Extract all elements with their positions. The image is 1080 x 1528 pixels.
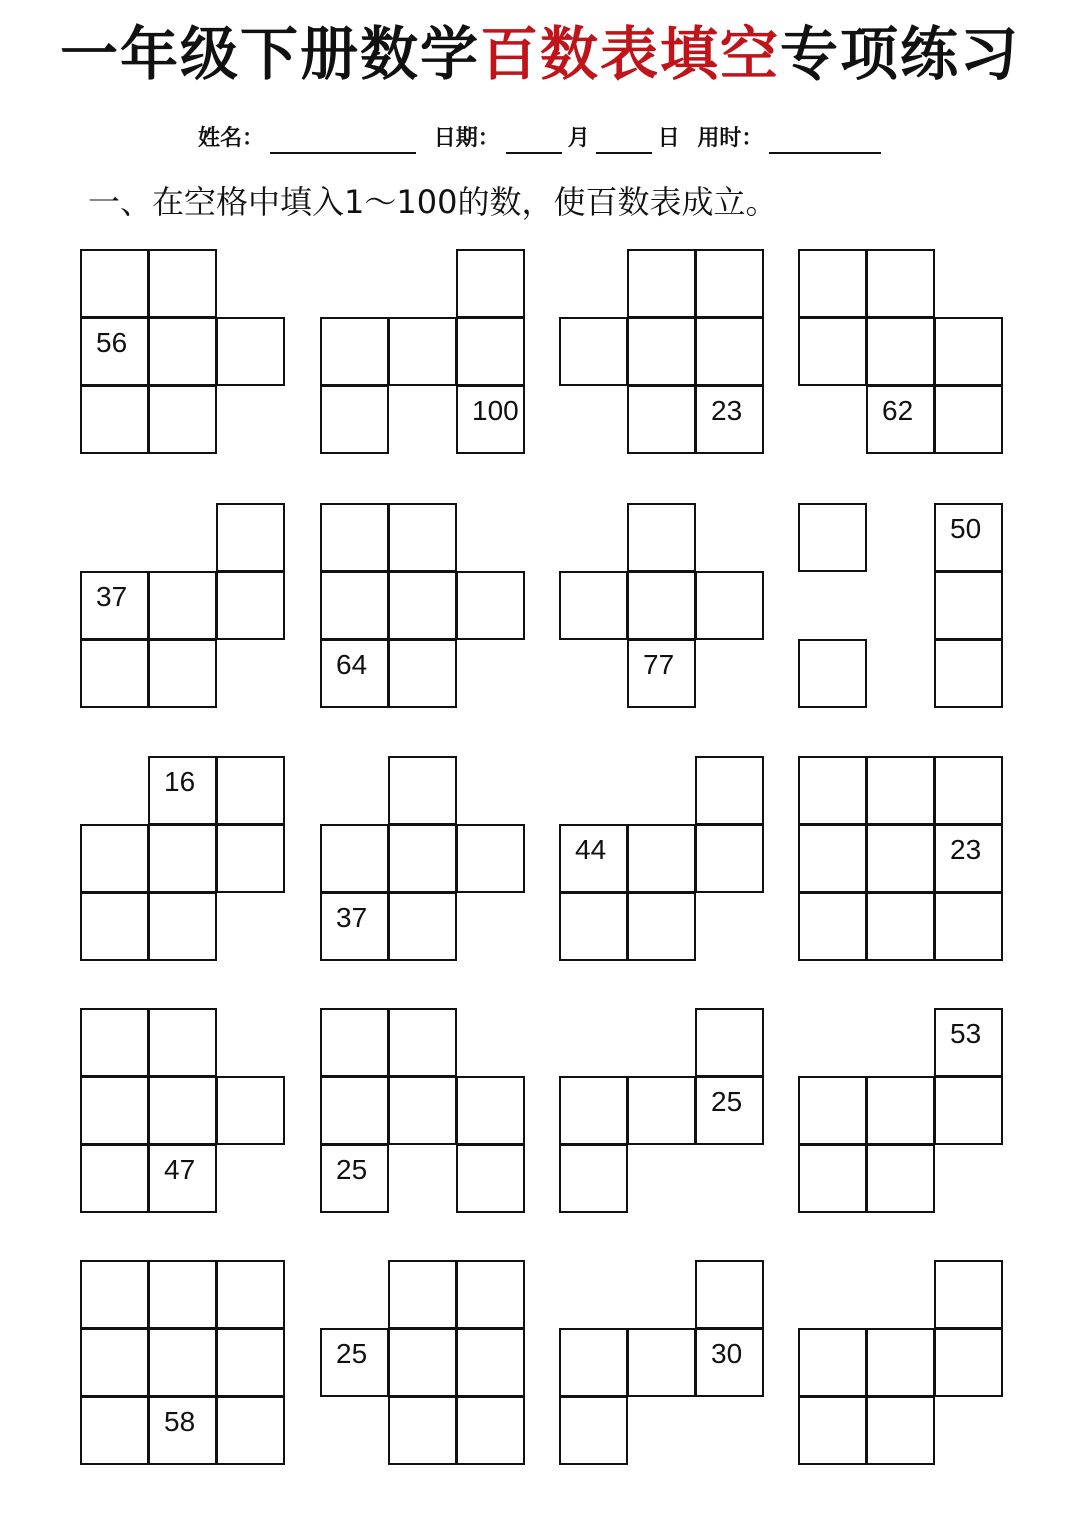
blank-cell[interactable] [934,317,1003,386]
given-number-cell [934,824,1003,893]
blank-cell[interactable] [798,317,867,386]
blank-cell[interactable] [320,1008,389,1077]
blank-cell[interactable] [456,1328,525,1397]
cell-number: 53 [950,1018,982,1049]
cell-number: 77 [643,649,675,680]
blank-cell[interactable] [148,385,217,454]
blank-cell[interactable] [216,571,285,640]
blank-cell[interactable] [148,824,217,893]
blank-cell[interactable] [866,824,935,893]
blank-cell[interactable] [559,1144,628,1213]
blank-cell[interactable] [798,639,867,708]
blank-cell[interactable] [866,1076,935,1145]
blank-cell[interactable] [320,317,389,386]
blank-cell[interactable] [627,317,696,386]
blank-cell[interactable] [627,249,696,318]
cell-number: 25 [336,1154,368,1185]
blank-cell[interactable] [627,385,696,454]
given-number-cell [934,1008,1003,1077]
blank-cell[interactable] [456,571,525,640]
blank-cell[interactable] [388,1008,457,1077]
blank-cell[interactable] [216,317,285,386]
blank-cell[interactable] [456,1396,525,1465]
blank-cell[interactable] [388,756,457,825]
cell-number: 44 [575,834,607,865]
blank-cell[interactable] [934,385,1003,454]
cell-number: 47 [164,1154,196,1185]
given-number-cell [80,317,149,386]
blank-cell[interactable] [148,317,217,386]
blank-cell[interactable] [866,317,935,386]
blank-cell[interactable] [320,503,389,572]
blank-cell[interactable] [456,317,525,386]
blank-cell[interactable] [216,824,285,893]
cell-number: 25 [336,1338,368,1369]
given-number-cell [148,1396,217,1465]
blank-cell[interactable] [798,249,867,318]
blank-cell[interactable] [216,756,285,825]
blank-cell[interactable] [148,1076,217,1145]
blank-cell[interactable] [866,1144,935,1213]
cell-number: 56 [96,327,128,358]
cell-number: 58 [164,1406,196,1437]
blank-cell[interactable] [456,1076,525,1145]
page-title [0,18,1080,90]
given-number-cell [320,892,389,961]
given-number-cell [934,503,1003,572]
blank-cell[interactable] [320,571,389,640]
blank-cell[interactable] [934,1076,1003,1145]
blank-cell[interactable] [934,1260,1003,1329]
title-part-3: 专项练习 [780,20,1021,88]
given-number-cell [695,1328,764,1397]
blank-cell[interactable] [798,1396,867,1465]
blank-cell[interactable] [80,1328,149,1397]
blank-cell[interactable] [627,824,696,893]
blank-cell[interactable] [798,1076,867,1145]
blank-cell[interactable] [798,1328,867,1397]
blank-cell[interactable] [148,1260,217,1329]
blank-cell[interactable] [148,892,217,961]
blank-cell[interactable] [388,1328,457,1397]
blank-cell[interactable] [866,249,935,318]
time-label: 用时： [697,126,764,151]
blank-cell[interactable] [627,892,696,961]
given-number-cell [456,385,525,454]
blank-cell[interactable] [388,1396,457,1465]
blank-cell[interactable] [695,317,764,386]
given-number-cell [320,1144,389,1213]
title-part-1: 一年级下册数学 [59,20,480,88]
blank-cell[interactable] [216,1396,285,1465]
blank-cell[interactable] [934,571,1003,640]
cell-number: 37 [96,581,128,612]
given-number-cell [559,824,628,893]
cell-number: 23 [711,395,743,426]
cell-number: 37 [336,902,368,933]
blank-cell[interactable] [388,317,457,386]
blank-cell[interactable] [80,1260,149,1329]
given-number-cell [320,639,389,708]
blank-cell[interactable] [216,1076,285,1145]
given-number-cell [320,1328,389,1397]
blank-cell[interactable] [80,1008,149,1077]
blank-cell[interactable] [80,1076,149,1145]
cell-number: 62 [882,395,914,426]
blank-cell[interactable] [320,1076,389,1145]
blank-cell[interactable] [388,639,457,708]
day-blank[interactable] [596,130,652,154]
blank-cell[interactable] [866,1328,935,1397]
blank-cell[interactable] [934,1328,1003,1397]
blank-cell[interactable] [388,503,457,572]
blank-cell[interactable] [456,1260,525,1329]
given-number-cell [627,639,696,708]
blank-cell[interactable] [388,824,457,893]
blank-cell[interactable] [695,571,764,640]
blank-cell[interactable] [627,1328,696,1397]
cell-number: 50 [950,513,982,544]
blank-cell[interactable] [456,249,525,318]
month-blank[interactable] [506,130,562,154]
name-blank[interactable] [270,130,416,154]
blank-cell[interactable] [320,385,389,454]
blank-cell[interactable] [866,1396,935,1465]
blank-cell[interactable] [80,639,149,708]
blank-cell[interactable] [216,503,285,572]
blank-cell[interactable] [559,1396,628,1465]
title-part-2-highlight: 百数表填空 [479,20,780,88]
blank-cell[interactable] [148,1328,217,1397]
day-label: 日 [657,126,680,151]
name-label: 姓名： [198,126,265,151]
blank-cell[interactable] [695,824,764,893]
blank-cell[interactable] [216,1328,285,1397]
blank-cell[interactable] [559,1076,628,1145]
given-number-cell [80,571,149,640]
blank-cell[interactable] [559,892,628,961]
cell-number: 25 [711,1086,743,1117]
month-label: 月 [567,126,590,151]
blank-cell[interactable] [934,892,1003,961]
blank-cell[interactable] [559,571,628,640]
blank-cell[interactable] [148,249,217,318]
blank-cell[interactable] [559,1328,628,1397]
student-info-row [198,124,887,154]
given-number-cell [695,385,764,454]
blank-cell[interactable] [148,1008,217,1077]
blank-cell[interactable] [559,317,628,386]
blank-cell[interactable] [388,1260,457,1329]
blank-cell[interactable] [216,1260,285,1329]
blank-cell[interactable] [627,571,696,640]
cell-number: 100 [472,395,519,426]
cell-number: 64 [336,649,368,680]
cell-number: 16 [164,766,196,797]
blank-cell[interactable] [148,571,217,640]
blank-cell[interactable] [934,639,1003,708]
blank-cell[interactable] [695,1008,764,1077]
blank-cell[interactable] [798,824,867,893]
blank-cell[interactable] [695,1260,764,1329]
given-number-cell [695,1076,764,1145]
blank-cell[interactable] [866,756,935,825]
blank-cell[interactable] [798,503,867,572]
given-number-cell [148,1144,217,1213]
instruction-text: 一、在空格中填入1～100的数，使百数表成立。 [88,183,778,221]
blank-cell[interactable] [320,824,389,893]
blank-cell[interactable] [798,1144,867,1213]
date-label: 日期： [433,126,500,151]
blank-cell[interactable] [627,1076,696,1145]
blank-cell[interactable] [456,824,525,893]
blank-cell[interactable] [798,756,867,825]
blank-cell[interactable] [627,503,696,572]
blank-cell[interactable] [695,756,764,825]
cell-number: 30 [711,1338,743,1369]
blank-cell[interactable] [798,892,867,961]
blank-cell[interactable] [456,1144,525,1213]
given-number-cell [148,756,217,825]
blank-cell[interactable] [148,639,217,708]
blank-cell[interactable] [695,249,764,318]
blank-cell[interactable] [80,1396,149,1465]
cell-number: 23 [950,834,982,865]
blank-cell[interactable] [388,1076,457,1145]
blank-cell[interactable] [388,571,457,640]
blank-cell[interactable] [934,756,1003,825]
blank-cell[interactable] [80,892,149,961]
blank-cell[interactable] [80,1144,149,1213]
blank-cell[interactable] [388,892,457,961]
blank-cell[interactable] [866,892,935,961]
blank-cell[interactable] [80,824,149,893]
time-blank[interactable] [769,130,881,154]
given-number-cell [866,385,935,454]
blank-cell[interactable] [80,249,149,318]
blank-cell[interactable] [80,385,149,454]
